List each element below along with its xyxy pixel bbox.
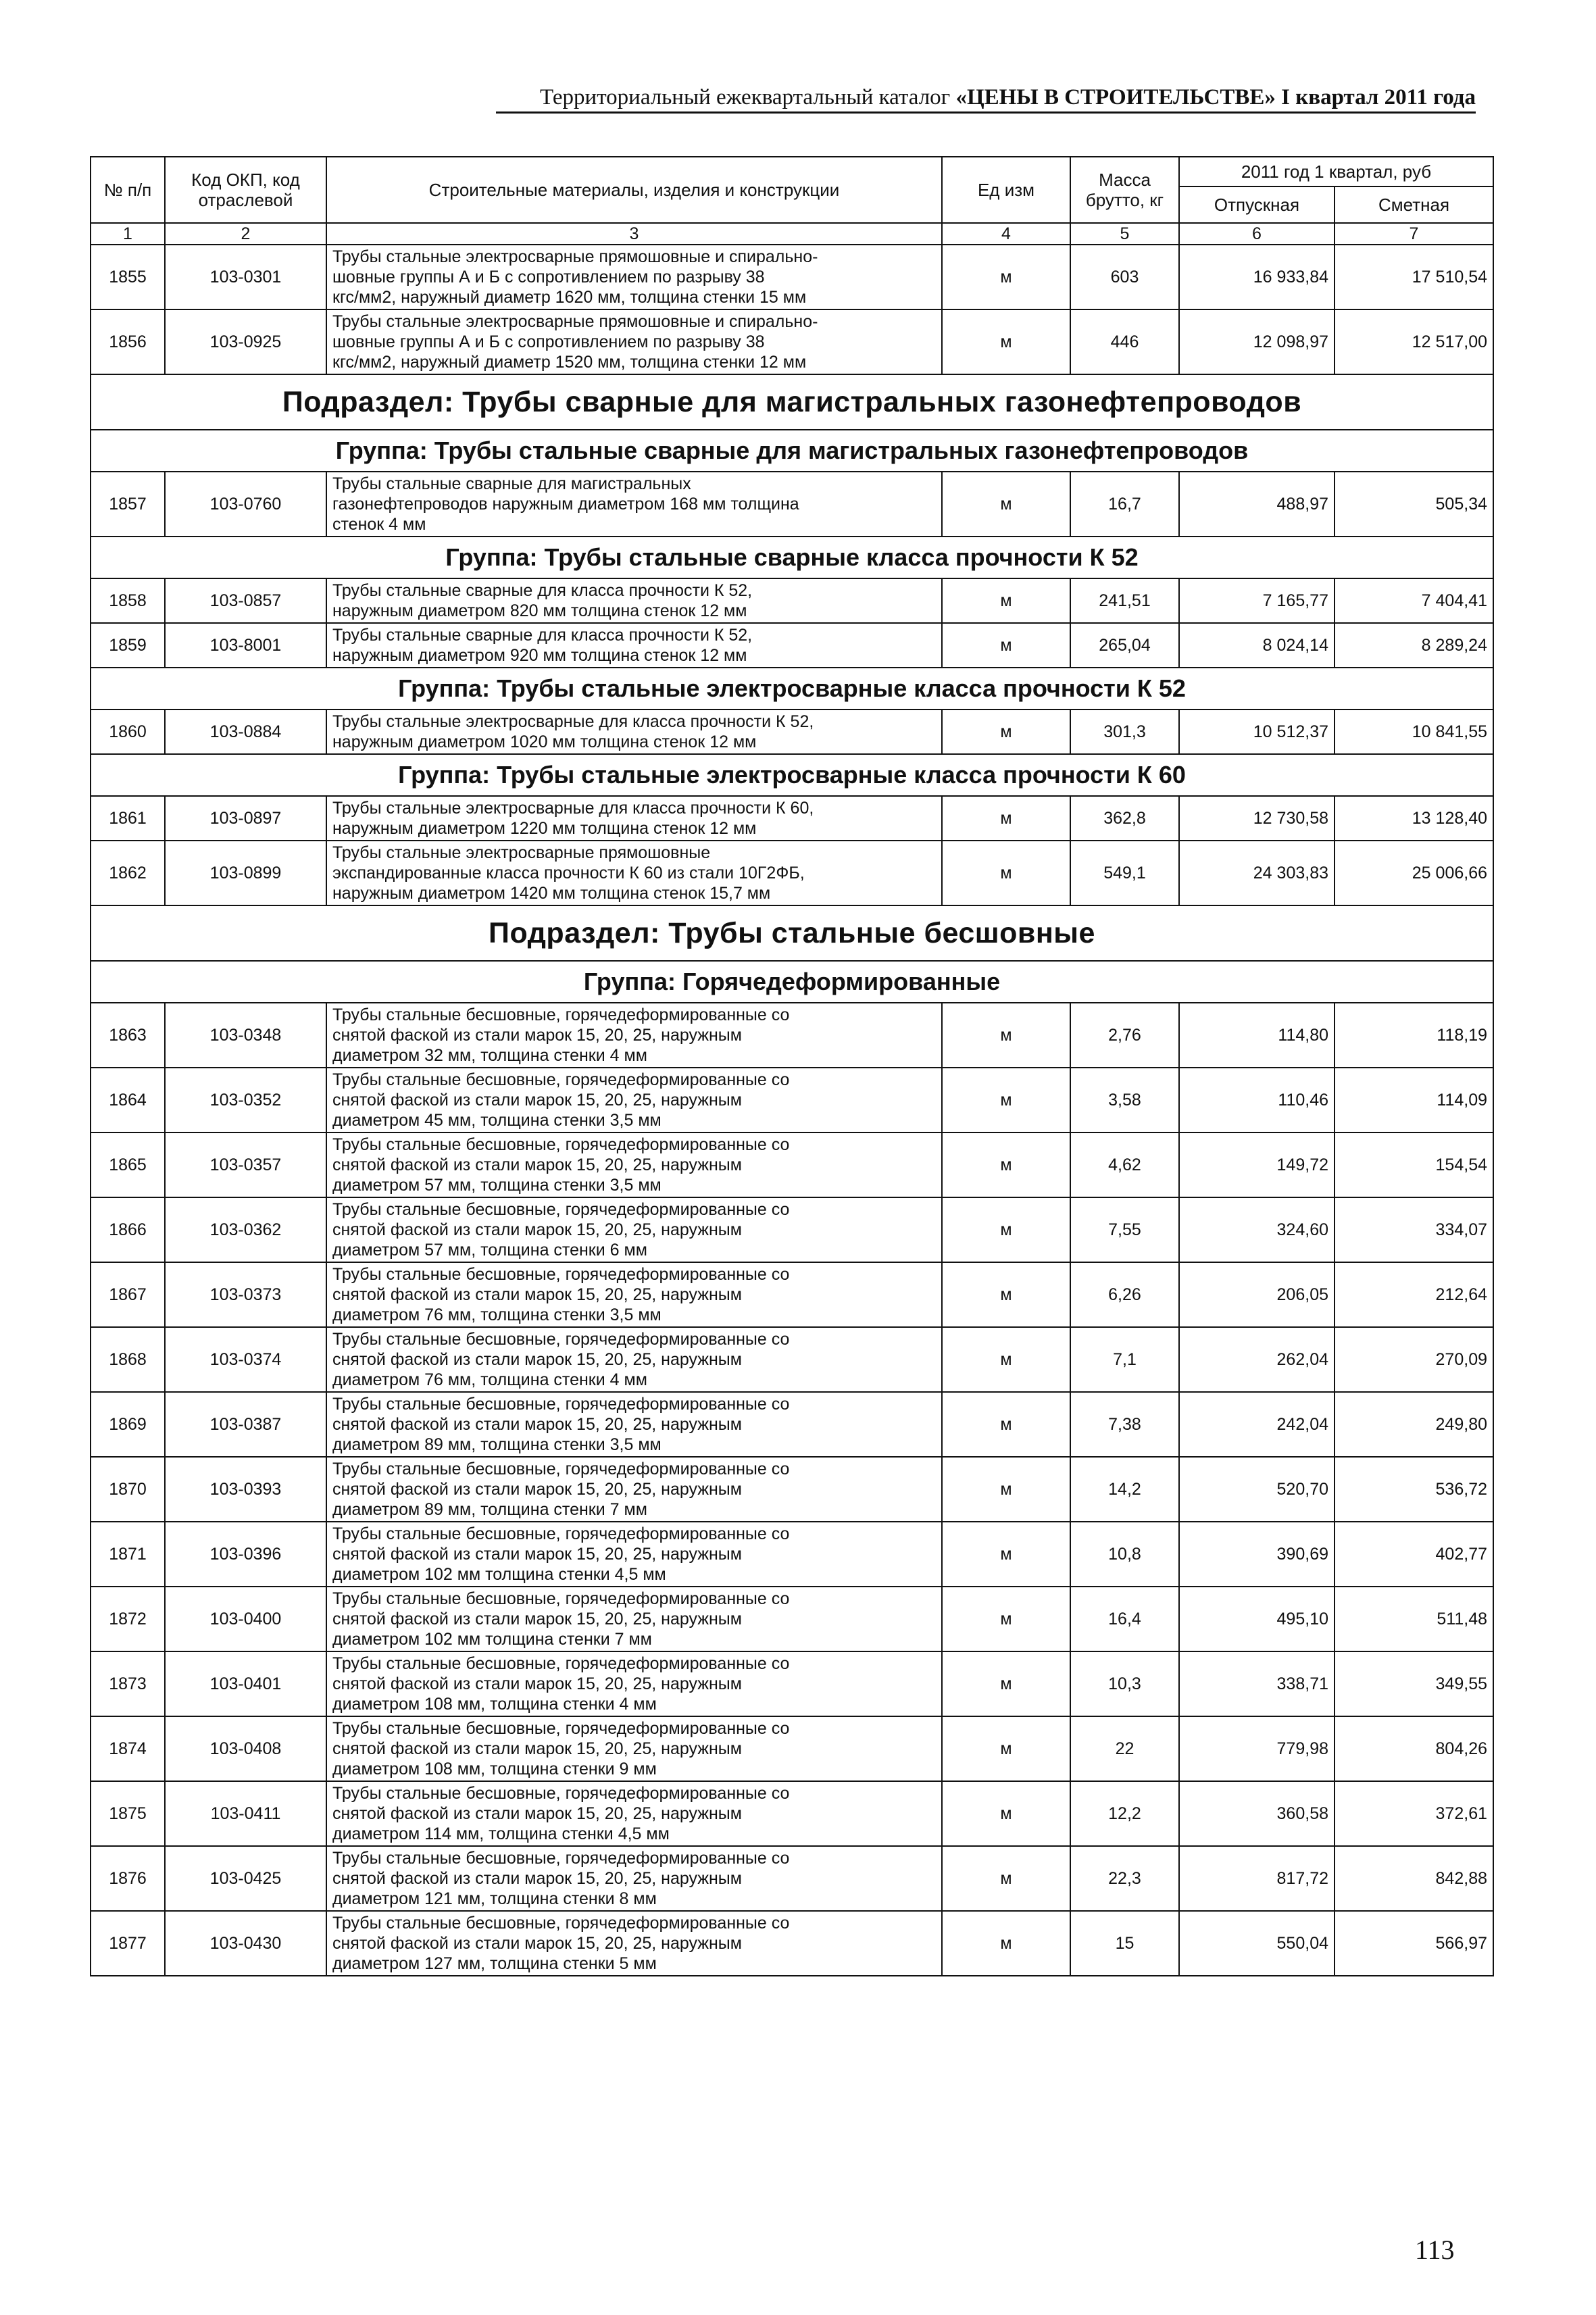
group-title: Группа: Трубы стальные сварные для магистральных газонефтепроводов <box>91 430 1493 472</box>
description-line: диаметром 102 мм толщина стенки 4,5 мм <box>332 1565 666 1584</box>
gross-mass: 14,2 <box>1070 1457 1179 1522</box>
estimate-price: 402,77 <box>1335 1522 1493 1587</box>
material-description <box>326 1197 942 1262</box>
row-number: 1871 <box>91 1522 165 1587</box>
unit: м <box>942 841 1070 905</box>
material-description <box>326 472 942 537</box>
subsection-title: Подраздел: Трубы стальные бесшовные <box>91 905 1493 961</box>
okp-code: 103-0373 <box>165 1262 326 1327</box>
release-price: 324,60 <box>1179 1197 1335 1262</box>
col-number: 3 <box>326 223 942 245</box>
estimate-price: 334,07 <box>1335 1197 1493 1262</box>
group-row <box>91 754 1493 796</box>
col-header-price1: Отпускная <box>1179 186 1335 223</box>
release-price: 779,98 <box>1179 1716 1335 1781</box>
description-line: Трубы стальные бесшовные, горячедеформированные со <box>332 1849 790 1868</box>
description-line: Трубы стальные бесшовные, горячедеформированные со <box>332 1265 790 1284</box>
okp-code: 103-0760 <box>165 472 326 537</box>
table-row <box>91 1587 1493 1651</box>
table-row <box>91 1911 1493 1976</box>
description-line: Трубы стальные сварные для класса прочности К 52, <box>332 626 753 645</box>
description-line: Трубы стальные электросварные прямошовные <box>332 843 711 862</box>
description-line: Трубы стальные электросварные для класса прочности К 60, <box>332 799 814 818</box>
material-description <box>326 1068 942 1132</box>
release-price: 242,04 <box>1179 1392 1335 1457</box>
table-row <box>91 1651 1493 1716</box>
subsection-title: Подраздел: Трубы сварные для магистральных газонефтепроводов <box>91 374 1493 430</box>
header-title: «ЦЕНЫ В СТРОИТЕЛЬСТВЕ» I квартал 2011 года <box>955 85 1476 109</box>
estimate-price: 10 841,55 <box>1335 710 1493 754</box>
okp-code: 103-0430 <box>165 1911 326 1976</box>
row-number: 1870 <box>91 1457 165 1522</box>
unit: м <box>942 1392 1070 1457</box>
description-line: снятой фаской из стали марок 15, 20, 25, наружным <box>332 1674 742 1693</box>
description-line: диаметром 32 мм, толщина стенки 4 мм <box>332 1046 647 1065</box>
group-row <box>91 430 1493 472</box>
table-row <box>91 796 1493 841</box>
table-row <box>91 1716 1493 1781</box>
material-description <box>326 710 942 754</box>
okp-code: 103-0425 <box>165 1846 326 1911</box>
gross-mass: 4,62 <box>1070 1132 1179 1197</box>
unit: м <box>942 578 1070 623</box>
subsection-row <box>91 374 1493 430</box>
description-line: Трубы стальные сварные для магистральных <box>332 474 691 493</box>
table-row <box>91 1132 1493 1197</box>
material-description <box>326 1846 942 1911</box>
page-number: 113 <box>1415 2235 1455 2265</box>
okp-code: 103-0387 <box>165 1392 326 1457</box>
material-description <box>326 841 942 905</box>
group-row <box>91 961 1493 1003</box>
gross-mass: 603 <box>1070 245 1179 309</box>
row-number: 1876 <box>91 1846 165 1911</box>
table-row <box>91 710 1493 754</box>
unit: м <box>942 1911 1070 1976</box>
col-number: 1 <box>91 223 165 245</box>
unit: м <box>942 1846 1070 1911</box>
row-number: 1856 <box>91 309 165 374</box>
header-prefix: Территориальный ежеквартальный каталог <box>539 85 956 109</box>
gross-mass: 6,26 <box>1070 1262 1179 1327</box>
estimate-price: 212,64 <box>1335 1262 1493 1327</box>
row-number: 1872 <box>91 1587 165 1651</box>
okp-code: 103-0396 <box>165 1522 326 1587</box>
page-header <box>496 85 1476 114</box>
col-header-mass: Масса брутто, кг <box>1070 157 1179 223</box>
row-number: 1863 <box>91 1003 165 1068</box>
estimate-price: 118,19 <box>1335 1003 1493 1068</box>
description-line: Трубы стальные бесшовные, горячедеформированные со <box>332 1395 790 1414</box>
description-line: снятой фаской из стали марок 15, 20, 25, наружным <box>332 1220 742 1239</box>
unit: м <box>942 1262 1070 1327</box>
description-line: Трубы стальные бесшовные, горячедеформированные со <box>332 1784 790 1803</box>
table-row <box>91 245 1493 309</box>
row-number: 1855 <box>91 245 165 309</box>
estimate-price: 842,88 <box>1335 1846 1493 1911</box>
description-line: Трубы стальные бесшовные, горячедеформированные со <box>332 1005 790 1024</box>
unit: м <box>942 472 1070 537</box>
okp-code: 103-0897 <box>165 796 326 841</box>
material-description <box>326 1522 942 1587</box>
table-row <box>91 1262 1493 1327</box>
row-number: 1862 <box>91 841 165 905</box>
release-price: 338,71 <box>1179 1651 1335 1716</box>
group-row <box>91 537 1493 578</box>
description-line: Трубы стальные сварные для класса прочности К 52, <box>332 581 753 600</box>
okp-code: 103-0401 <box>165 1651 326 1716</box>
material-description <box>326 796 942 841</box>
release-price: 12 730,58 <box>1179 796 1335 841</box>
okp-code: 103-8001 <box>165 623 326 668</box>
col-number: 2 <box>165 223 326 245</box>
material-description <box>326 1587 942 1651</box>
description-line: снятой фаской из стали марок 15, 20, 25, наружным <box>332 1026 742 1045</box>
description-line: диаметром 76 мм, толщина стенки 3,5 мм <box>332 1305 662 1324</box>
description-line: шовные группы А и Б с сопротивлением по разрыву 38 <box>332 268 765 287</box>
unit: м <box>942 1197 1070 1262</box>
okp-code: 103-0411 <box>165 1781 326 1846</box>
description-line: Трубы стальные бесшовные, горячедеформированные со <box>332 1524 790 1543</box>
unit: м <box>942 1068 1070 1132</box>
okp-code: 103-0400 <box>165 1587 326 1651</box>
row-number: 1873 <box>91 1651 165 1716</box>
okp-code: 103-0374 <box>165 1327 326 1392</box>
description-line: экспандированные класса прочности К 60 из стали 10Г2ФБ, <box>332 864 805 882</box>
description-line: стенок 4 мм <box>332 515 426 534</box>
release-price: 817,72 <box>1179 1846 1335 1911</box>
release-price: 390,69 <box>1179 1522 1335 1587</box>
description-line: Трубы стальные бесшовные, горячедеформированные со <box>332 1070 790 1089</box>
description-line: наружным диаметром 1220 мм толщина стенок 12 мм <box>332 819 757 838</box>
table-row <box>91 841 1493 905</box>
description-line: диаметром 89 мм, толщина стенки 3,5 мм <box>332 1435 662 1454</box>
row-number: 1874 <box>91 1716 165 1781</box>
estimate-price: 7 404,41 <box>1335 578 1493 623</box>
gross-mass: 549,1 <box>1070 841 1179 905</box>
table-row <box>91 623 1493 668</box>
row-number: 1869 <box>91 1392 165 1457</box>
okp-code: 103-0301 <box>165 245 326 309</box>
unit: м <box>942 1651 1070 1716</box>
unit: м <box>942 1781 1070 1846</box>
description-line: Трубы стальные бесшовные, горячедеформированные со <box>332 1914 790 1933</box>
okp-code: 103-0362 <box>165 1197 326 1262</box>
table-row <box>91 1522 1493 1587</box>
description-line: газонефтепроводов наружным диаметром 168 мм толщина <box>332 495 799 514</box>
col-header-num: № п/п <box>91 157 165 223</box>
column-number-row <box>91 223 1493 245</box>
col-header-period: 2011 год 1 квартал, руб <box>1179 157 1493 186</box>
unit: м <box>942 1003 1070 1068</box>
release-price: 114,80 <box>1179 1003 1335 1068</box>
table-row <box>91 1003 1493 1068</box>
gross-mass: 241,51 <box>1070 578 1179 623</box>
estimate-price: 13 128,40 <box>1335 796 1493 841</box>
release-price: 8 024,14 <box>1179 623 1335 668</box>
release-price: 110,46 <box>1179 1068 1335 1132</box>
release-price: 262,04 <box>1179 1327 1335 1392</box>
table-row <box>91 1197 1493 1262</box>
material-description <box>326 1911 942 1976</box>
release-price: 550,04 <box>1179 1911 1335 1976</box>
release-price: 16 933,84 <box>1179 245 1335 309</box>
subsection-row <box>91 905 1493 961</box>
unit: м <box>942 710 1070 754</box>
description-line: диаметром 89 мм, толщина стенки 7 мм <box>332 1500 647 1519</box>
catalog-table <box>90 156 1494 1976</box>
description-line: Трубы стальные электросварные прямошовные и спирально- <box>332 247 818 266</box>
material-description <box>326 245 942 309</box>
table-row <box>91 1781 1493 1846</box>
gross-mass: 265,04 <box>1070 623 1179 668</box>
unit: м <box>942 1457 1070 1522</box>
release-price: 24 303,83 <box>1179 841 1335 905</box>
okp-code: 103-0857 <box>165 578 326 623</box>
okp-code: 103-0408 <box>165 1716 326 1781</box>
material-description <box>326 1457 942 1522</box>
description-line: Трубы стальные электросварные для класса прочности К 52, <box>332 712 814 731</box>
row-number: 1859 <box>91 623 165 668</box>
material-description <box>326 623 942 668</box>
gross-mass: 7,55 <box>1070 1197 1179 1262</box>
table-row <box>91 1846 1493 1911</box>
col-header-price2: Сметная <box>1335 186 1493 223</box>
estimate-price: 270,09 <box>1335 1327 1493 1392</box>
estimate-price: 566,97 <box>1335 1911 1493 1976</box>
group-title: Группа: Трубы стальные электросварные класса прочности К 52 <box>91 668 1493 710</box>
okp-code: 103-0348 <box>165 1003 326 1068</box>
estimate-price: 511,48 <box>1335 1587 1493 1651</box>
col-number: 4 <box>942 223 1070 245</box>
description-line: диаметром 45 мм, толщина стенки 3,5 мм <box>332 1111 662 1130</box>
description-line: кгс/мм2, наружный диаметр 1520 мм, толщина стенки 12 мм <box>332 353 807 372</box>
table-row <box>91 1327 1493 1392</box>
unit: м <box>942 623 1070 668</box>
table-row <box>91 1457 1493 1522</box>
release-price: 360,58 <box>1179 1781 1335 1846</box>
material-description <box>326 309 942 374</box>
description-line: шовные группы А и Б с сопротивлением по разрыву 38 <box>332 332 765 351</box>
row-number: 1864 <box>91 1068 165 1132</box>
okp-code: 103-0899 <box>165 841 326 905</box>
gross-mass: 10,8 <box>1070 1522 1179 1587</box>
row-number: 1867 <box>91 1262 165 1327</box>
description-line: диаметром 108 мм, толщина стенки 9 мм <box>332 1760 657 1778</box>
estimate-price: 505,34 <box>1335 472 1493 537</box>
description-line: Трубы стальные бесшовные, горячедеформированные со <box>332 1200 790 1219</box>
estimate-price: 17 510,54 <box>1335 245 1493 309</box>
table-row <box>91 1068 1493 1132</box>
description-line: снятой фаской из стали марок 15, 20, 25, наружным <box>332 1415 742 1434</box>
row-number: 1877 <box>91 1911 165 1976</box>
gross-mass: 15 <box>1070 1911 1179 1976</box>
description-line: диаметром 114 мм, толщина стенки 4,5 мм <box>332 1824 670 1843</box>
release-price: 7 165,77 <box>1179 578 1335 623</box>
description-line: снятой фаской из стали марок 15, 20, 25, наружным <box>332 1350 742 1369</box>
gross-mass: 16,4 <box>1070 1587 1179 1651</box>
release-price: 149,72 <box>1179 1132 1335 1197</box>
estimate-price: 25 006,66 <box>1335 841 1493 905</box>
material-description <box>326 1651 942 1716</box>
description-line: диаметром 127 мм, толщина стенки 5 мм <box>332 1954 657 1973</box>
material-description <box>326 1781 942 1846</box>
unit: м <box>942 1587 1070 1651</box>
description-line: Трубы стальные бесшовные, горячедеформированные со <box>332 1460 790 1478</box>
table-body <box>91 245 1493 1976</box>
release-price: 495,10 <box>1179 1587 1335 1651</box>
material-description <box>326 1003 942 1068</box>
description-line: наружным диаметром 1020 мм толщина стенок 12 мм <box>332 732 757 751</box>
gross-mass: 12,2 <box>1070 1781 1179 1846</box>
description-line: снятой фаской из стали марок 15, 20, 25, наружным <box>332 1545 742 1564</box>
okp-code: 103-0352 <box>165 1068 326 1132</box>
row-number: 1866 <box>91 1197 165 1262</box>
release-price: 10 512,37 <box>1179 710 1335 754</box>
estimate-price: 804,26 <box>1335 1716 1493 1781</box>
release-price: 520,70 <box>1179 1457 1335 1522</box>
description-line: Трубы стальные бесшовные, горячедеформированные со <box>332 1654 790 1673</box>
description-line: снятой фаской из стали марок 15, 20, 25, наружным <box>332 1934 742 1953</box>
estimate-price: 536,72 <box>1335 1457 1493 1522</box>
col-number: 6 <box>1179 223 1335 245</box>
gross-mass: 2,76 <box>1070 1003 1179 1068</box>
description-line: Трубы стальные электросварные прямошовные и спирально- <box>332 312 818 331</box>
description-line: диаметром 102 мм толщина стенки 7 мм <box>332 1630 652 1649</box>
row-number: 1875 <box>91 1781 165 1846</box>
estimate-price: 249,80 <box>1335 1392 1493 1457</box>
material-description <box>326 578 942 623</box>
unit: м <box>942 309 1070 374</box>
description-line: диаметром 57 мм, толщина стенки 6 мм <box>332 1241 647 1260</box>
release-price: 12 098,97 <box>1179 309 1335 374</box>
description-line: снятой фаской из стали марок 15, 20, 25, наружным <box>332 1480 742 1499</box>
gross-mass: 3,58 <box>1070 1068 1179 1132</box>
table-row <box>91 578 1493 623</box>
gross-mass: 7,1 <box>1070 1327 1179 1392</box>
group-title: Группа: Трубы стальные электросварные класса прочности К 60 <box>91 754 1493 796</box>
description-line: снятой фаской из стали марок 15, 20, 25, наружным <box>332 1804 742 1823</box>
description-line: наружным диаметром 1420 мм толщина стенок 15,7 мм <box>332 884 771 903</box>
header-row <box>91 157 1493 186</box>
unit: м <box>942 1522 1070 1587</box>
material-description <box>326 1132 942 1197</box>
unit: м <box>942 245 1070 309</box>
description-line: снятой фаской из стали марок 15, 20, 25, наружным <box>332 1155 742 1174</box>
release-price: 206,05 <box>1179 1262 1335 1327</box>
okp-code: 103-0357 <box>165 1132 326 1197</box>
row-number: 1861 <box>91 796 165 841</box>
estimate-price: 349,55 <box>1335 1651 1493 1716</box>
description-line: Трубы стальные бесшовные, горячедеформированные со <box>332 1330 790 1349</box>
description-line: снятой фаской из стали марок 15, 20, 25, наружным <box>332 1285 742 1304</box>
description-line: диаметром 108 мм, толщина стенки 4 мм <box>332 1695 657 1714</box>
row-number: 1857 <box>91 472 165 537</box>
row-number: 1858 <box>91 578 165 623</box>
description-line: снятой фаской из стали марок 15, 20, 25, наружным <box>332 1091 742 1110</box>
material-description <box>326 1327 942 1392</box>
row-number: 1860 <box>91 710 165 754</box>
description-line: кгс/мм2, наружный диаметр 1620 мм, толщина стенки 15 мм <box>332 288 807 307</box>
col-header-desc: Строительные материалы, изделия и конструкции <box>326 157 942 223</box>
description-line: Трубы стальные бесшовные, горячедеформированные со <box>332 1135 790 1154</box>
group-row <box>91 668 1493 710</box>
gross-mass: 362,8 <box>1070 796 1179 841</box>
gross-mass: 446 <box>1070 309 1179 374</box>
description-line: Трубы стальные бесшовные, горячедеформированные со <box>332 1589 790 1608</box>
material-description <box>326 1392 942 1457</box>
release-price: 488,97 <box>1179 472 1335 537</box>
col-header-code: Код ОКП, код отраслевой <box>165 157 326 223</box>
unit: м <box>942 1327 1070 1392</box>
description-line: наружным диаметром 920 мм толщина стенок 12 мм <box>332 646 747 665</box>
table-row <box>91 309 1493 374</box>
table-row <box>91 1392 1493 1457</box>
okp-code: 103-0884 <box>165 710 326 754</box>
material-description <box>326 1716 942 1781</box>
table-row <box>91 472 1493 537</box>
gross-mass: 22,3 <box>1070 1846 1179 1911</box>
okp-code: 103-0925 <box>165 309 326 374</box>
description-line: Трубы стальные бесшовные, горячедеформированные со <box>332 1719 790 1738</box>
row-number: 1865 <box>91 1132 165 1197</box>
unit: м <box>942 1716 1070 1781</box>
description-line: снятой фаской из стали марок 15, 20, 25, наружным <box>332 1739 742 1758</box>
gross-mass: 301,3 <box>1070 710 1179 754</box>
description-line: наружным диаметром 820 мм толщина стенок 12 мм <box>332 601 747 620</box>
estimate-price: 8 289,24 <box>1335 623 1493 668</box>
group-title: Группа: Горячедеформированные <box>91 961 1493 1003</box>
material-description <box>326 1262 942 1327</box>
estimate-price: 154,54 <box>1335 1132 1493 1197</box>
gross-mass: 16,7 <box>1070 472 1179 537</box>
estimate-price: 114,09 <box>1335 1068 1493 1132</box>
estimate-price: 372,61 <box>1335 1781 1493 1846</box>
col-number: 7 <box>1335 223 1493 245</box>
unit: м <box>942 1132 1070 1197</box>
gross-mass: 7,38 <box>1070 1392 1179 1457</box>
col-header-unit: Ед изм <box>942 157 1070 223</box>
gross-mass: 10,3 <box>1070 1651 1179 1716</box>
description-line: диаметром 57 мм, толщина стенки 3,5 мм <box>332 1176 662 1195</box>
group-title: Группа: Трубы стальные сварные класса прочности К 52 <box>91 537 1493 578</box>
estimate-price: 12 517,00 <box>1335 309 1493 374</box>
description-line: снятой фаской из стали марок 15, 20, 25, наружным <box>332 1610 742 1628</box>
col-number: 5 <box>1070 223 1179 245</box>
unit: м <box>942 796 1070 841</box>
description-line: диаметром 76 мм, толщина стенки 4 мм <box>332 1370 647 1389</box>
description-line: диаметром 121 мм, толщина стенки 8 мм <box>332 1889 657 1908</box>
gross-mass: 22 <box>1070 1716 1179 1781</box>
row-number: 1868 <box>91 1327 165 1392</box>
okp-code: 103-0393 <box>165 1457 326 1522</box>
description-line: снятой фаской из стали марок 15, 20, 25, наружным <box>332 1869 742 1888</box>
